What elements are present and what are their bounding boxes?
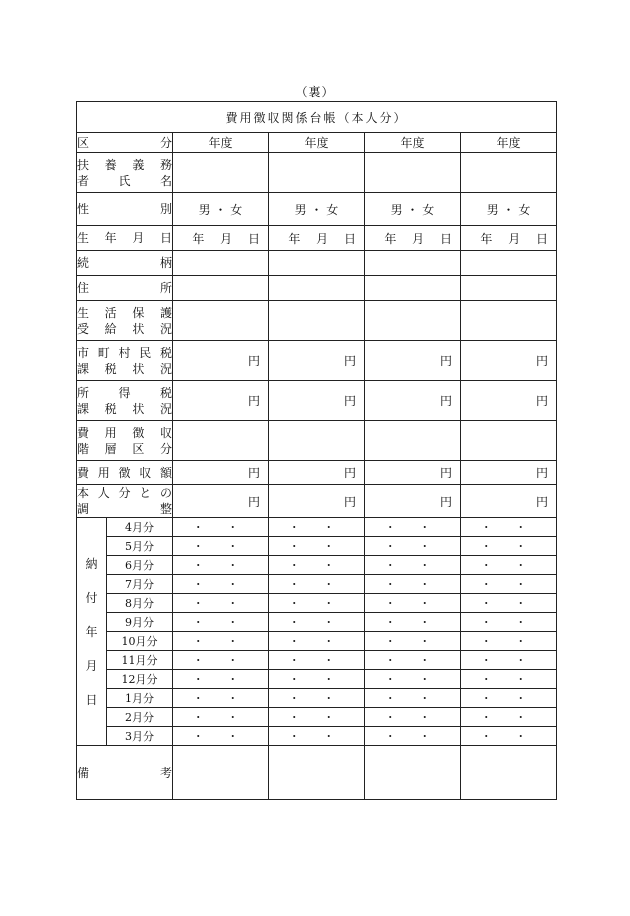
payment-date-cell-4[interactable]: ・ ・ (461, 651, 557, 670)
income-tax-label-line1: 所得税 (77, 385, 172, 400)
payment-date-cell-1[interactable]: ・ ・ (173, 670, 269, 689)
payment-date-cell-3[interactable]: ・ ・ (365, 632, 461, 651)
year-header-2: 年度 (269, 133, 365, 153)
address-cell-2[interactable] (269, 276, 365, 301)
birth-cell-3[interactable]: 年 月 日 (365, 226, 461, 251)
relation-label-cell (77, 251, 173, 276)
payment-date-cell-4[interactable]: ・ ・ (461, 613, 557, 632)
relation-cell-3[interactable] (365, 251, 461, 276)
payment-date-cell-4[interactable]: ・ ・ (461, 708, 557, 727)
guardian-label-cell (77, 153, 173, 193)
payment-date-cell-3[interactable]: ・ ・ (365, 537, 461, 556)
fee-amount-cell-3[interactable]: 円 (365, 461, 461, 485)
payment-date-cell-1[interactable]: ・ ・ (173, 594, 269, 613)
payment-date-cell-2[interactable]: ・ ・ (269, 556, 365, 575)
adjustment-cell-3[interactable]: 円 (365, 485, 461, 518)
muni-tax-label-cell (77, 341, 173, 381)
payment-date-label-cell (77, 518, 107, 746)
payment-date-label-char: 納 (85, 557, 98, 571)
payment-date-cell-2[interactable]: ・ ・ (269, 727, 365, 746)
payment-date-cell-4[interactable]: ・ ・ (461, 537, 557, 556)
adjustment-label-line1: 本人分との (77, 486, 172, 500)
fee-class-label-line2: 階層区分 (77, 441, 172, 456)
payment-date-label-char: 年 (85, 625, 98, 639)
payment-date-cell-1[interactable]: ・ ・ (173, 613, 269, 632)
payment-month-label: 12月分 (107, 670, 173, 689)
payment-date-label-char: 月 (85, 659, 98, 673)
year-header-1: 年度 (173, 133, 269, 153)
payment-row (77, 518, 557, 537)
income-tax-label-cell (77, 381, 173, 421)
payment-date-cell-2[interactable]: ・ ・ (269, 689, 365, 708)
payment-date-cell-3[interactable]: ・ ・ (365, 670, 461, 689)
guardian-label-line1: 扶養義務 (77, 157, 172, 172)
payment-date-cell-2[interactable]: ・ ・ (269, 632, 365, 651)
payment-date-cell-4[interactable]: ・ ・ (461, 670, 557, 689)
muni-tax-row (77, 341, 557, 381)
birth-cell-1[interactable]: 年 月 日 (173, 226, 269, 251)
birth-label-cell (77, 226, 173, 251)
guardian-label-line2: 者氏名 (77, 173, 172, 188)
header-category-cell (77, 133, 173, 153)
address-label-cell (77, 276, 173, 301)
payment-date-cell-2[interactable]: ・ ・ (269, 518, 365, 537)
payment-date-cell-3[interactable]: ・ ・ (365, 708, 461, 727)
address-cell-4[interactable] (461, 276, 557, 301)
fee-class-cell-3[interactable] (365, 421, 461, 461)
payment-date-cell-3[interactable]: ・ ・ (365, 613, 461, 632)
payment-row (77, 727, 557, 746)
fee-class-cell-4[interactable] (461, 421, 557, 461)
payment-date-cell-1[interactable]: ・ ・ (173, 727, 269, 746)
adjustment-cell-4[interactable]: 円 (461, 485, 557, 518)
payment-date-label-char: 日 (85, 693, 98, 707)
gender-label-cell (77, 193, 173, 226)
payment-date-cell-4[interactable]: ・ ・ (461, 727, 557, 746)
welfare-label-line2: 受給状況 (77, 321, 172, 336)
muni-tax-cell-2[interactable]: 円 (269, 341, 365, 381)
payment-date-cell-3[interactable]: ・ ・ (365, 575, 461, 594)
payment-date-cell-2[interactable]: ・ ・ (269, 613, 365, 632)
payment-row (77, 651, 557, 670)
payment-date-cell-4[interactable]: ・ ・ (461, 575, 557, 594)
income-tax-row (77, 381, 557, 421)
payment-month-label: 6月分 (107, 556, 173, 575)
payment-month-label: 11月分 (107, 651, 173, 670)
payment-row (77, 689, 557, 708)
relation-cell-1[interactable] (173, 251, 269, 276)
income-tax-cell-1[interactable]: 円 (173, 381, 269, 421)
payment-row (77, 632, 557, 651)
gender-cell-4[interactable]: 男 ・ 女 (461, 193, 557, 226)
fee-amount-cell-4[interactable]: 円 (461, 461, 557, 485)
welfare-row (77, 301, 557, 341)
payment-date-cell-1[interactable]: ・ ・ (173, 689, 269, 708)
payment-date-label-char: 付 (85, 591, 98, 605)
payment-date-cell-1[interactable]: ・ ・ (173, 575, 269, 594)
muni-tax-label-line1: 市町村民税 (77, 345, 172, 360)
income-tax-cell-4[interactable]: 円 (461, 381, 557, 421)
fee-class-row (77, 421, 557, 461)
guardian-cell-2[interactable] (269, 153, 365, 193)
guardian-cell-4[interactable] (461, 153, 557, 193)
adjustment-row (77, 485, 557, 518)
payment-row (77, 613, 557, 632)
muni-tax-label-line2: 課税状況 (77, 361, 172, 376)
payment-date-cell-3[interactable]: ・ ・ (365, 727, 461, 746)
fee-amount-cell-2[interactable]: 円 (269, 461, 365, 485)
payment-row (77, 670, 557, 689)
welfare-label-line1: 生活保護 (77, 305, 172, 320)
relation-row (77, 251, 557, 276)
income-tax-label-line2: 課税状況 (77, 401, 172, 416)
payment-date-cell-4[interactable]: ・ ・ (461, 689, 557, 708)
income-tax-cell-2[interactable]: 円 (269, 381, 365, 421)
guardian-cell-3[interactable] (365, 153, 461, 193)
gender-label: 性別 (77, 202, 172, 216)
birth-cell-2[interactable]: 年 月 日 (269, 226, 365, 251)
payment-row (77, 575, 557, 594)
remarks-row (77, 746, 557, 800)
payment-date-cell-2[interactable]: ・ ・ (269, 537, 365, 556)
fee-amount-cell-1[interactable]: 円 (173, 461, 269, 485)
relation-label: 続柄 (77, 256, 172, 270)
title-row (77, 102, 557, 133)
address-label: 住所 (77, 281, 172, 295)
fee-amount-label: 費用徴収額 (77, 465, 172, 480)
payment-month-label: 7月分 (107, 575, 173, 594)
address-cell-3[interactable] (365, 276, 461, 301)
header-row (77, 133, 557, 153)
guardian-cell-1[interactable] (173, 153, 269, 193)
remarks-cell-4[interactable] (461, 746, 557, 800)
birth-label: 生年月日 (77, 231, 172, 245)
welfare-cell-1[interactable] (173, 301, 269, 341)
payment-date-cell-1[interactable]: ・ ・ (173, 537, 269, 556)
fee-class-cell-2[interactable] (269, 421, 365, 461)
payment-date-cell-2[interactable]: ・ ・ (269, 708, 365, 727)
payment-month-label: 1月分 (107, 689, 173, 708)
payment-row (77, 537, 557, 556)
remarks-cell-1[interactable] (173, 746, 269, 800)
payment-date-cell-4[interactable]: ・ ・ (461, 632, 557, 651)
payment-date-cell-2[interactable]: ・ ・ (269, 594, 365, 613)
payment-month-label: 9月分 (107, 613, 173, 632)
birth-cell-4[interactable]: 年 月 日 (461, 226, 557, 251)
guardian-row (77, 153, 557, 193)
payment-month-label: 4月分 (107, 518, 173, 537)
adjustment-cell-1[interactable]: 円 (173, 485, 269, 518)
gender-cell-2[interactable]: 男 ・ 女 (269, 193, 365, 226)
payment-date-cell-1[interactable]: ・ ・ (173, 518, 269, 537)
payment-row (77, 594, 557, 613)
fee-amount-label-cell (77, 461, 173, 485)
welfare-cell-4[interactable] (461, 301, 557, 341)
header-category-label: 区分 (77, 135, 172, 150)
payment-date-label (77, 555, 106, 708)
remarks-cell-3[interactable] (365, 746, 461, 800)
ledger-title: 費用徴収関係台帳（本人分） (77, 102, 557, 133)
payment-date-cell-2[interactable]: ・ ・ (269, 575, 365, 594)
page-heading: （裏） (295, 85, 335, 99)
adjustment-cell-2[interactable]: 円 (269, 485, 365, 518)
payment-month-label: 5月分 (107, 537, 173, 556)
muni-tax-cell-4[interactable]: 円 (461, 341, 557, 381)
address-row (77, 276, 557, 301)
income-tax-cell-3[interactable]: 円 (365, 381, 461, 421)
fee-ledger-table (76, 101, 557, 800)
payment-date-cell-3[interactable]: ・ ・ (365, 594, 461, 613)
welfare-cell-3[interactable] (365, 301, 461, 341)
payment-date-cell-4[interactable]: ・ ・ (461, 518, 557, 537)
payment-month-label: 3月分 (107, 727, 173, 746)
payment-date-cell-2[interactable]: ・ ・ (269, 651, 365, 670)
remarks-cell-2[interactable] (269, 746, 365, 800)
fee-amount-row (77, 461, 557, 485)
address-cell-1[interactable] (173, 276, 269, 301)
payment-row (77, 556, 557, 575)
payment-date-cell-1[interactable]: ・ ・ (173, 556, 269, 575)
payment-date-cell-3[interactable]: ・ ・ (365, 651, 461, 670)
payment-date-cell-4[interactable]: ・ ・ (461, 594, 557, 613)
payment-month-label: 8月分 (107, 594, 173, 613)
remarks-label-cell (77, 746, 173, 800)
payment-date-cell-3[interactable]: ・ ・ (365, 689, 461, 708)
adjustment-label-cell (77, 485, 173, 518)
muni-tax-cell-3[interactable]: 円 (365, 341, 461, 381)
payment-date-cell-4[interactable]: ・ ・ (461, 556, 557, 575)
welfare-cell-2[interactable] (269, 301, 365, 341)
year-header-3: 年度 (365, 133, 461, 153)
payment-date-cell-3[interactable]: ・ ・ (365, 518, 461, 537)
payment-date-cell-2[interactable]: ・ ・ (269, 670, 365, 689)
gender-cell-3[interactable]: 男 ・ 女 (365, 193, 461, 226)
year-header-4: 年度 (461, 133, 557, 153)
fee-class-label-cell (77, 421, 173, 461)
fee-class-cell-1[interactable] (173, 421, 269, 461)
fee-class-label-line1: 費用徴収 (77, 425, 172, 440)
gender-row (77, 193, 557, 226)
relation-cell-2[interactable] (269, 251, 365, 276)
birth-row (77, 226, 557, 251)
payment-section (77, 518, 557, 746)
welfare-label-cell (77, 301, 173, 341)
payment-month-label: 2月分 (107, 708, 173, 727)
relation-cell-4[interactable] (461, 251, 557, 276)
payment-date-cell-3[interactable]: ・ ・ (365, 556, 461, 575)
payment-row (77, 708, 557, 727)
muni-tax-cell-1[interactable]: 円 (173, 341, 269, 381)
payment-date-cell-1[interactable]: ・ ・ (173, 708, 269, 727)
payment-date-cell-1[interactable]: ・ ・ (173, 632, 269, 651)
payment-month-label: 10月分 (107, 632, 173, 651)
payment-date-cell-1[interactable]: ・ ・ (173, 651, 269, 670)
remarks-label: 備考 (77, 765, 172, 780)
gender-cell-1[interactable]: 男 ・ 女 (173, 193, 269, 226)
adjustment-label-line2: 調整 (77, 502, 172, 516)
